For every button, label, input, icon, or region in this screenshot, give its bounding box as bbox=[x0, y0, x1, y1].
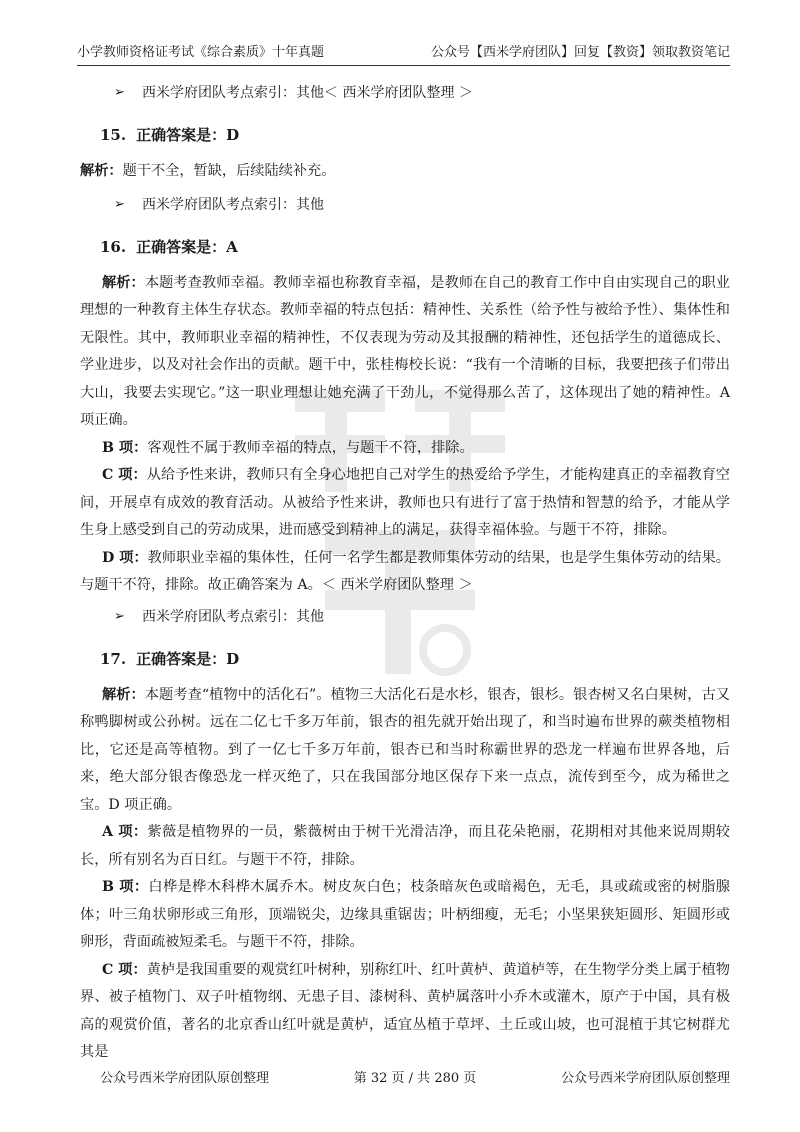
footer-right: 公众号西米学府团队原创整理 bbox=[560, 1071, 730, 1086]
index-text: 西米学府团队考点索引：其他 bbox=[142, 608, 324, 625]
option-text: 客观性不属于教师幸福的特点，与题干不符，排除。 bbox=[147, 439, 474, 456]
option-label: B 项： bbox=[102, 439, 148, 456]
option-b-paragraph bbox=[80, 435, 730, 463]
option-text: 教师职业幸福的集体性，任何一名学生都是教师集体劳动的结果，也是学生集体劳动的结果。与题干不符，排除。故正确答案为 A。＜ 西米学府团队整理 ＞ bbox=[80, 549, 730, 593]
answer-heading-16 bbox=[100, 234, 730, 260]
footer-left: 公众号西米学府团队原创整理 bbox=[100, 1071, 270, 1086]
answer-title: 正确答案是：A bbox=[136, 237, 238, 256]
analysis-text: 本题考查教师幸福。教师幸福也称教育幸福，是教师在自己的教育工作中自由实现自己的职业理想的一种教育主体生存状态。教师幸福的特点包括：精神性、关系性（给予性与被给予性）、集体性和无限性。其中，教师职业幸福的精神性，不仅表现为劳动及其报酬的精神性，还包括学生的道德成长、学业进步，以及对社会作出的贡献。题干中，张桂梅校长说：“我有一个清晰的目标，我要把孩子们带出大山，我要去实现它。”这一职业理想让她充满了干劲儿，不觉得那么苦了，这体现出了她的精神性。A 项正确。 bbox=[80, 274, 730, 428]
analysis-label: 解析： bbox=[80, 163, 123, 179]
option-text: 白桦是桦木科桦木属乔木。树皮灰白色；枝条暗灰色或暗褐色，无毛，具或疏或密的树脂腺体；叶三角状卵形或三角形，顶端锐尖，边缘具重锯齿；叶柄细瘦，无毛；小坚果狭矩圆形、矩圆形或卵形，背面疏被短柔毛。与题干不符，排除。 bbox=[80, 879, 730, 950]
answer-title: 正确答案是：D bbox=[136, 649, 240, 668]
option-label: C 项： bbox=[102, 467, 147, 483]
option-text: 黄栌是我国重要的观赏红叶树种，别称红叶、红叶黄栌、黄道栌等，在生物学分类上属于植物界、被子植物门、双子叶植物纲、无患子目、漆树科、黄栌属落叶小乔木或灌木，原产于中国，具有极高的观赏价值，著名的北京香山红叶就是黄栌，适宜丛植于草坪、土丘或山坡，也可混植于其它树群尤其是 bbox=[80, 961, 730, 1060]
question-number: 16. bbox=[100, 237, 127, 256]
page-content bbox=[80, 80, 730, 1067]
arrow-bullet-icon: ➢ bbox=[114, 196, 125, 212]
option-label: A 项： bbox=[102, 824, 148, 840]
index-text: 西米学府团队考点索引：其他 bbox=[142, 196, 324, 213]
analysis-paragraph bbox=[80, 682, 730, 820]
analysis-text: 题干不全，暂缺，后续陆续补充。 bbox=[122, 163, 336, 179]
answer-heading-17 bbox=[100, 646, 730, 672]
index-line bbox=[102, 80, 730, 106]
index-line bbox=[102, 192, 730, 218]
analysis-paragraph bbox=[80, 270, 730, 435]
analysis-paragraph bbox=[80, 158, 730, 186]
index-line bbox=[102, 604, 730, 630]
page-number: 第 32 页 / 共 280 页 bbox=[353, 1071, 477, 1086]
option-d-paragraph bbox=[80, 545, 730, 600]
question-number: 15. bbox=[100, 126, 127, 144]
arrow-bullet-icon: ➢ bbox=[114, 608, 125, 624]
analysis-label: 解析： bbox=[102, 274, 145, 291]
arrow-bullet-icon: ➢ bbox=[114, 85, 125, 100]
analysis-text: 本题考查“植物中的活化石”。植物三大活化石是水杉，银杏，银杉。银杏树又名白果树，古又称鸭脚树或公孙树。远在二亿七千多万年前，银杏的祖先就开始出现了，和当时遍布世界的蕨类植物相比，它还是高等植物。到了一亿七千多万年前，银杏已和当时称霸世界的恐龙一样遍布世界各地，后来，绝大部分银杏像恐龙一样灭绝了，只在我国部分地区保存下来一点点，流传到至今，成为稀世之宝。D 项正确。 bbox=[80, 686, 730, 813]
analysis-label: 解析： bbox=[102, 686, 145, 703]
header-title: 小学教师资格证考试《综合素质》十年真题 bbox=[77, 45, 325, 60]
answer-title: 正确答案是：D bbox=[136, 126, 240, 144]
option-label: D 项： bbox=[102, 549, 148, 566]
answer-heading-15 bbox=[100, 122, 730, 148]
option-label: B 项： bbox=[102, 879, 149, 895]
option-label: C 项： bbox=[102, 961, 147, 978]
option-c-paragraph bbox=[80, 957, 730, 1067]
option-text: 从给予性来讲，教师只有全身心地把自己对学生的热爱给予学生，才能构建真正的幸福教育空间，开展卓有成效的教育活动。从被给予性来讲，教师也只有进行了富于热情和智慧的给予，才能从学生身上感受到自己的劳动成果，进而感受到精神上的满足，获得幸福体验。与题干不符，排除。 bbox=[80, 467, 730, 538]
option-b-paragraph bbox=[80, 874, 730, 957]
option-a-paragraph bbox=[80, 819, 730, 874]
option-c-paragraph bbox=[80, 462, 730, 545]
page-footer bbox=[100, 1067, 730, 1086]
index-text: 西米学府团队考点索引：其他＜ 西米学府团队整理 ＞ bbox=[142, 85, 473, 101]
header-promo: 公众号【西米学府团队】回复【教资】领取教资笔记 bbox=[430, 45, 730, 60]
option-text: 紫薇是植物界的一员，紫薇树由于树干光滑洁净，而且花朵艳丽，花期相对其他来说周期较长，所有别名为百日红。与题干不符，排除。 bbox=[80, 824, 730, 868]
question-number: 17. bbox=[100, 649, 127, 668]
page-header bbox=[77, 36, 730, 66]
